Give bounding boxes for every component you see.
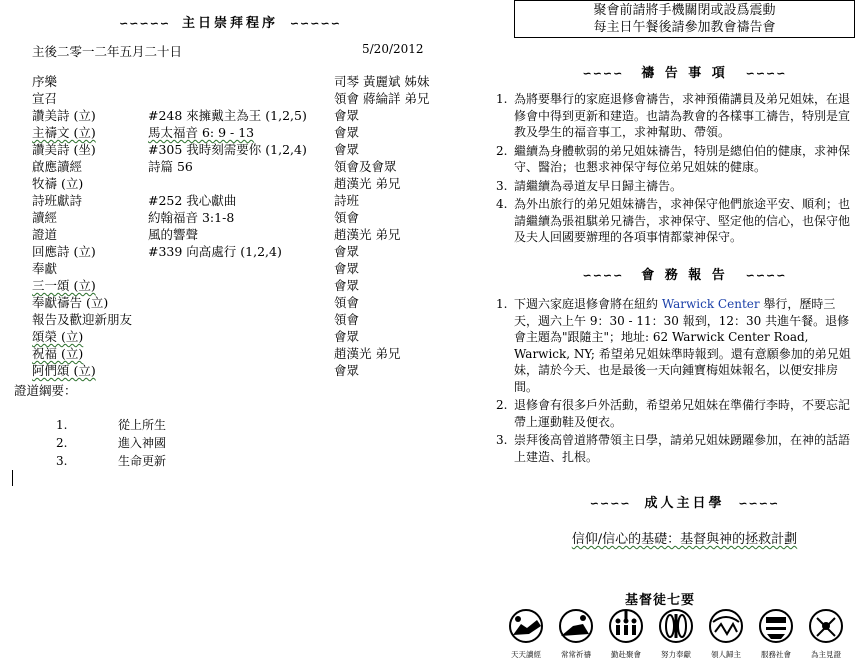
program-title: [85, 12, 375, 31]
order-of-worship: [32, 73, 442, 379]
prayer-item: [496, 178, 856, 195]
order-content: [148, 345, 334, 362]
outline-text: 進入神國: [118, 436, 167, 450]
prayer-ornament-left: ∽∽∽∽: [582, 67, 624, 80]
order-row: [32, 345, 442, 362]
school-ornament-left: ∽∽∽∽: [589, 497, 631, 510]
essential-4: [652, 608, 700, 659]
order-content: #305 我時刻需要你 (1,2,4): [148, 142, 307, 157]
announce-text: [514, 296, 856, 395]
announce-number: 2.: [496, 398, 508, 412]
order-leader: 會眾: [334, 261, 360, 276]
text-cursor[interactable]: [12, 470, 13, 486]
prayer-text: 為將要舉行的家庭退修會禱告，求神預備講員及弟兄姐妹，在退修會中得到更新和建造。也請為教會的各樣事工禱告，特別是宣教及學生的福音事工，求神幫助、帶領。: [514, 92, 851, 139]
announce-ornament-right: ∽∽∽∽: [745, 269, 787, 282]
order-content: [148, 73, 334, 90]
order-leader: 司琴 黃麗斌 姊妹: [334, 74, 430, 89]
announce-number: 1.: [496, 297, 508, 311]
prayer-ornament-right: ∽∽∽∽: [745, 67, 787, 80]
outline-number: 1.: [56, 418, 68, 432]
sermon-outline: [56, 416, 166, 470]
order-item: 啟應讀經: [32, 159, 83, 174]
outline-item: [56, 416, 166, 434]
order-item: 報告及歡迎新朋友: [32, 312, 133, 327]
announce-number: 3.: [496, 433, 508, 447]
order-content: #248 來擁戴主為王 (1,2,5): [148, 108, 307, 123]
essential-7: [802, 608, 850, 659]
order-leader: 趙漢光 弟兄: [334, 227, 401, 242]
order-leader: 領會及會眾: [334, 159, 397, 174]
prayer-number: 3.: [496, 178, 508, 193]
sunday-school-title-text: 成人主日學: [644, 496, 725, 511]
sunday-school-theme: 信仰/信心的基礎：基督與神的拯救計劃: [571, 532, 798, 547]
order-row: [32, 243, 442, 260]
order-content: 馬太福音 6: 9 - 13: [148, 125, 255, 140]
announce-text: [514, 397, 856, 430]
order-item: 阿們頌 (立): [32, 363, 96, 378]
order-item: 詩班獻詩: [32, 193, 83, 208]
order-row: [32, 209, 442, 226]
order-content: [148, 294, 334, 311]
outline-number: 3.: [56, 454, 68, 468]
venue-name: Warwick Center: [661, 297, 760, 311]
service-date-numeric: 5/20/2012: [362, 42, 424, 56]
order-row: [32, 90, 442, 107]
prayer-title-text: 禱 告 事 項: [641, 66, 728, 81]
order-leader: 會眾: [334, 125, 360, 140]
order-content: [148, 260, 334, 277]
announce-text: [514, 432, 856, 465]
essential-6: [752, 608, 800, 659]
prayer-text: 繼續為身體軟弱的弟兄姐妹禱告，特別是總伯伯的健康，求神保守、醫治；也懇求神保守每位弟兄姐妹的健康。: [514, 143, 851, 174]
prayer-number: 4.: [496, 197, 508, 211]
announce-text-post: 舉行，歷時三天，週六上午 9：30 - 11：30 報到，12：30 共進午餐。退修會主題為"跟隨主"；地址: 62 Warwick Center Road, Warwick, NY; 希望弟兄姐妹準時報到。還有意願參加的弟兄姐妹，請於今天、也是最後一天向鍾寶梅姐妹報名，以便安排房間。: [514, 297, 851, 394]
announce-item: [496, 397, 856, 430]
title-ornament-right: ∽∽∽∽∽: [289, 17, 341, 30]
order-content: [148, 90, 334, 107]
sermon-outline-title: 證道綱要：: [14, 383, 77, 398]
essential-label: 為主見證: [811, 650, 841, 659]
order-content: [148, 328, 334, 345]
order-row: [32, 294, 442, 311]
notice-line-2: 每主日午餐後請參加教會禱告會: [593, 20, 776, 35]
order-leader: 領會: [334, 312, 360, 327]
witness-icon: [803, 608, 849, 647]
announce-text-pre: 退修會有很多戶外活動，希望弟兄姐妹在準備行李時，不要忘記帶上運動鞋及便衣。: [514, 398, 851, 429]
prayer-list: [496, 91, 856, 248]
prayer-text: 請繼續為尋道友早日歸主禱告。: [514, 178, 683, 193]
order-content: 詩篇 56: [148, 159, 193, 174]
order-row: [32, 311, 442, 328]
order-leader: 領會: [334, 295, 360, 310]
order-item: 證道: [32, 227, 58, 242]
sunday-school-title: [514, 492, 855, 511]
prayer-number: 1.: [496, 92, 508, 106]
essential-5: [702, 608, 750, 659]
order-item: 序樂: [32, 74, 58, 89]
order-row: [32, 362, 442, 379]
essential-label: 常常祈禱: [561, 650, 591, 659]
order-item: 讚美詩 (立): [32, 108, 96, 123]
order-content: [148, 362, 334, 379]
order-row: [32, 260, 442, 277]
order-item: 祝福 (立): [32, 346, 84, 361]
announce-ornament-left: ∽∽∽∽: [582, 269, 624, 282]
order-item: 宣召: [32, 91, 58, 106]
order-leader: 會眾: [334, 278, 360, 293]
phone-notice-box: [514, 0, 855, 38]
program-title-text: 主日崇拜程序: [181, 16, 278, 31]
announce-list: [496, 296, 856, 467]
announce-item: [496, 296, 856, 395]
announce-text-pre: 下週六家庭退修會將在紐約: [514, 297, 662, 311]
order-leader: 會眾: [334, 108, 360, 123]
bible-reading-icon: [503, 608, 549, 647]
order-item: 讀經: [32, 210, 58, 225]
notice-line-1: 聚會前請將手機關閉或設爲震動: [593, 3, 776, 18]
order-content: #252 我心獻曲: [148, 193, 237, 208]
order-row: [32, 141, 442, 158]
outline-number: 2.: [56, 436, 68, 450]
order-leader: 會眾: [334, 142, 360, 157]
prayer-item: [496, 91, 856, 141]
order-row: [32, 226, 442, 243]
order-content: [148, 175, 334, 192]
announce-title-text: 會 務 報 告: [641, 268, 728, 283]
essential-1: [502, 608, 550, 659]
order-row: [32, 175, 442, 192]
outline-item: [56, 434, 166, 452]
prayer-text: 為外出旅行的弟兄姐妹禱告，求神保守他們旅途平安、順利；也請繼續為張祖騏弟兄禱告，求神保守、堅定他的信心，也保守他及夫人回國要辦理的各項事情都蒙神保守。: [514, 197, 851, 244]
outline-text: 生命更新: [118, 454, 167, 468]
order-row: [32, 107, 442, 124]
offering-icon: [653, 608, 699, 647]
gathering-icon: [603, 608, 649, 647]
prayer-item: [496, 196, 856, 246]
order-leader: 詩班: [334, 193, 360, 208]
order-item: 主禱文 (立): [32, 125, 96, 140]
outline-item: [56, 452, 166, 470]
seven-essentials-title: 基督徒七要: [624, 593, 695, 608]
service-date-chinese: 主後二零一二年五月二十日: [32, 44, 183, 59]
service-icon: [753, 608, 799, 647]
order-row: [32, 124, 442, 141]
announce-section-title: [514, 264, 855, 283]
order-row: [32, 192, 442, 209]
order-content: #339 向高處行 (1,2,4): [148, 244, 282, 259]
order-leader: 會眾: [334, 329, 360, 344]
order-item: 頌榮 (立): [32, 329, 84, 344]
title-ornament-left: ∽∽∽∽∽: [119, 17, 171, 30]
order-item: 讚美詩 (坐): [32, 142, 96, 157]
order-leader: 領會 蔣綸詳 弟兄: [334, 91, 430, 106]
order-leader: 趙漢光 弟兄: [334, 176, 401, 191]
prayer-section-title: [514, 62, 855, 81]
announce-text-pre: 崇拜後高曾道將帶領主日學，請弟兄姐妹踴躍參加，在神的話語上建造、扎根。: [514, 433, 851, 464]
order-leader: 領會: [334, 210, 360, 225]
order-row: [32, 73, 442, 90]
order-item: 回應詩 (立): [32, 244, 96, 259]
essential-2: [552, 608, 600, 659]
prayer-number: 2.: [496, 143, 508, 158]
essential-label: 領人歸主: [711, 650, 741, 659]
order-row: [32, 328, 442, 345]
order-leader: 趙漢光 弟兄: [334, 346, 401, 361]
order-content: 風的響聲: [148, 227, 199, 242]
order-row: [32, 277, 442, 294]
order-row: [32, 158, 442, 175]
order-content: 約翰福音 3:1-8: [148, 210, 235, 225]
order-item: 奉獻: [32, 261, 58, 276]
order-item: 三一頌 (立): [32, 278, 96, 293]
essential-3: [602, 608, 650, 659]
order-item: 奉獻禱告 (立): [32, 295, 109, 310]
essential-label: 服務社會: [761, 650, 791, 659]
outline-text: 從上所生: [118, 418, 167, 432]
prayer-item: [496, 143, 856, 176]
announce-item: [496, 432, 856, 465]
order-content: [148, 311, 334, 328]
order-item: 牧禱 (立): [32, 176, 84, 191]
order-content: [148, 277, 334, 294]
evangelism-icon: [703, 608, 749, 647]
essential-label: 勤赴聚會: [611, 650, 641, 659]
seven-essentials-icons: [502, 608, 852, 659]
order-leader: 會眾: [334, 244, 360, 259]
praying-icon: [553, 608, 599, 647]
essential-label: 努力奉獻: [661, 650, 691, 659]
essential-label: 天天讀經: [511, 650, 541, 659]
school-ornament-right: ∽∽∽∽: [738, 497, 780, 510]
order-leader: 會眾: [334, 363, 360, 378]
